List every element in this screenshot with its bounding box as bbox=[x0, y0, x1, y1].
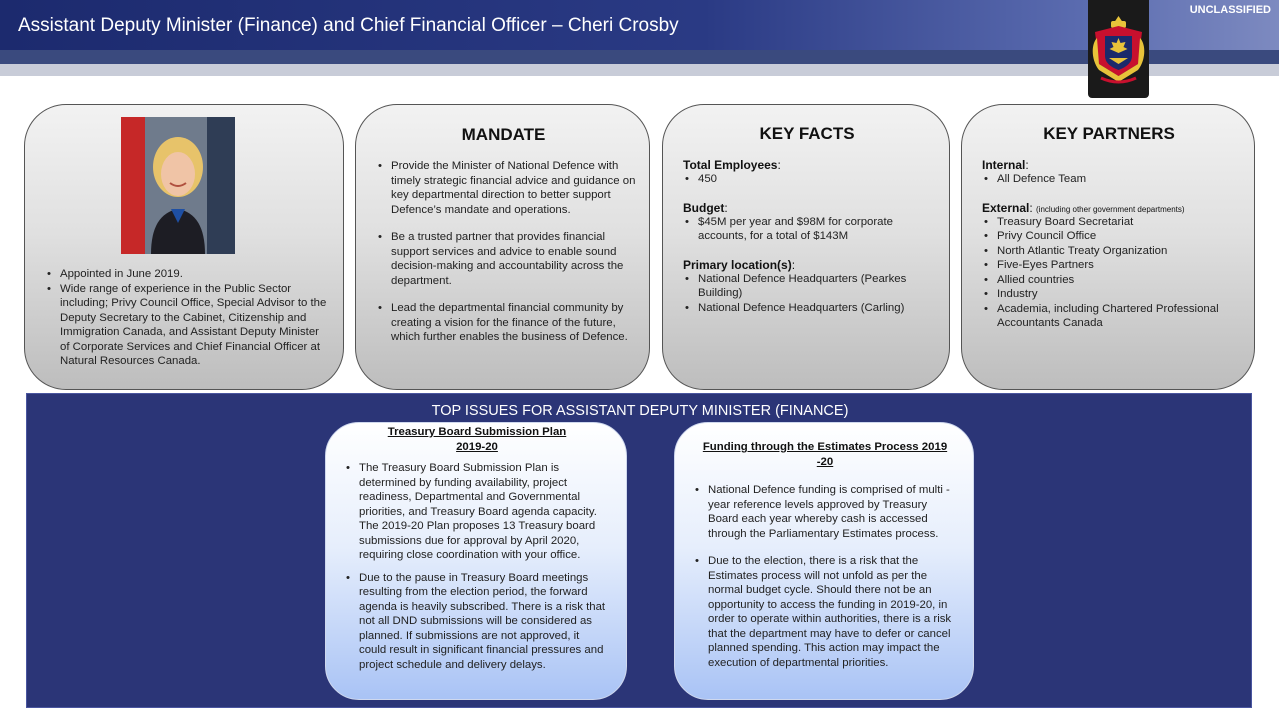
page-title: Assistant Deputy Minister (Finance) and Chief Financial Officer – Cheri Crosby bbox=[18, 15, 679, 36]
mandate-title: MANDATE bbox=[461, 125, 546, 144]
crest-panel bbox=[1088, 0, 1149, 98]
issue-card-treasury-board bbox=[325, 422, 627, 700]
internal-item: • All Defence Team bbox=[982, 172, 1248, 187]
mandate-bullet: • Provide the Minister of National Defence with timely strategic financial advice and guidance on key departmental direction to better support Defence’s mandate and operations. bbox=[376, 159, 638, 217]
location-item: • National Defence Headquarters (Pearkes Building) bbox=[683, 272, 941, 301]
mandate-bullet: • Be a trusted partner that provides financial support services and advice to enable sound decision-making and accountability across the department. bbox=[376, 230, 638, 288]
mandate-card bbox=[355, 104, 650, 390]
canadian-armed-forces-crest-icon bbox=[1091, 14, 1146, 86]
external-item: • Academia, including Chartered Professional Accountants Canada bbox=[982, 302, 1248, 331]
issue-bullets bbox=[693, 483, 959, 670]
top-issues-panel bbox=[26, 393, 1252, 708]
profile-bullet: • Wide range of experience in the Public Sector including; Privy Council Office, Special Advisor to the Deputy Secretary to the Cabinet, Citizenship and Immigration Canada, and Assistant Deputy Minister of Corporate Services and Chief Financial Officer at Natural Resources Canada. bbox=[45, 282, 327, 369]
budget-value: • $45M per year and $98M for corporate accounts, for a total of $143M bbox=[683, 215, 941, 244]
profile-card bbox=[24, 104, 344, 390]
top-issues-title: TOP ISSUES FOR ASSISTANT DEPUTY MINISTER (FINANCE) bbox=[431, 403, 849, 419]
issue-title-line1: Funding through the Estimates Process 2019 bbox=[702, 441, 948, 453]
issue-bullet: • National Defence funding is comprised of multi -year reference levels approved by Treasury Board each year whereby cash is accessed through the Parliamentary Estimates process. bbox=[693, 483, 959, 541]
issue-title-line1: Treasury Board Submission Plan bbox=[387, 426, 567, 438]
external-label: External: (including other government departments) bbox=[982, 200, 1185, 215]
classification-label: UNCLASSIFIED bbox=[1189, 4, 1271, 16]
key-partners-card bbox=[961, 104, 1255, 390]
profile-bullets bbox=[45, 267, 327, 369]
issue-bullet: • The Treasury Board Submission Plan is determined by funding availability, project readiness, Departmental and Governmental priorities, and Treasury Board agenda capacity. The 2019-20 Plan proposes 13 Treasury board submissions due for approval by April 2020, requiring close coordination with your office. bbox=[344, 461, 608, 563]
employees-list bbox=[683, 172, 941, 187]
employees-value: • 450 bbox=[683, 172, 941, 187]
employees-label: Total Employees: bbox=[683, 158, 781, 172]
external-item: • Allied countries bbox=[982, 273, 1248, 288]
mandate-bullet: • Lead the departmental financial community by creating a vision for the finance of the future, which further enables the business of Defence. bbox=[376, 301, 638, 345]
location-list bbox=[683, 272, 941, 316]
issue-card-estimates bbox=[674, 422, 974, 700]
key-partners-title: KEY PARTNERS bbox=[1043, 124, 1175, 143]
key-facts-title: KEY FACTS bbox=[759, 124, 855, 143]
external-item: • Industry bbox=[982, 287, 1248, 302]
portrait-photo bbox=[121, 117, 235, 254]
issue-bullet: • Due to the pause in Treasury Board meetings resulting from the election period, the forward agenda is heavily subscribed. There is a risk that not all DND submissions will be considered as planned. If submissions are not approved, it could result in significant financial pressures and project schedule and delivery delays. bbox=[344, 571, 608, 673]
issue-title-line2: -20 bbox=[816, 455, 834, 468]
issue-bullet: • Due to the election, there is a risk that the Estimates process will not unfold as per the normal budget cycle. Should there not be an opportunity to access the funding in 2019-20, in order to operate within authorities, there is a risk that the department may have to defer or cancel planned spending. This action may impact the execution of departmental priorities. bbox=[693, 554, 959, 670]
external-item: • Treasury Board Secretariat bbox=[982, 215, 1248, 230]
budget-label: Budget: bbox=[683, 200, 728, 215]
mandate-bullets bbox=[376, 159, 638, 345]
location-label: Primary location(s): bbox=[683, 257, 796, 272]
location-item: • National Defence Headquarters (Carling) bbox=[683, 301, 941, 316]
external-list bbox=[982, 215, 1248, 331]
internal-label: Internal: bbox=[982, 158, 1029, 172]
external-note: (including other government departments) bbox=[1036, 204, 1185, 214]
external-item: • North Atlantic Treaty Organization bbox=[982, 244, 1248, 259]
issue-bullets bbox=[344, 461, 608, 672]
profile-bullet: • Appointed in June 2019. bbox=[45, 267, 327, 282]
internal-list bbox=[982, 172, 1248, 187]
external-item: • Five-Eyes Partners bbox=[982, 258, 1248, 273]
external-item: • Privy Council Office bbox=[982, 229, 1248, 244]
key-facts-card bbox=[662, 104, 950, 390]
budget-list bbox=[683, 215, 941, 244]
issue-title-line2: 2019-20 bbox=[456, 440, 498, 453]
